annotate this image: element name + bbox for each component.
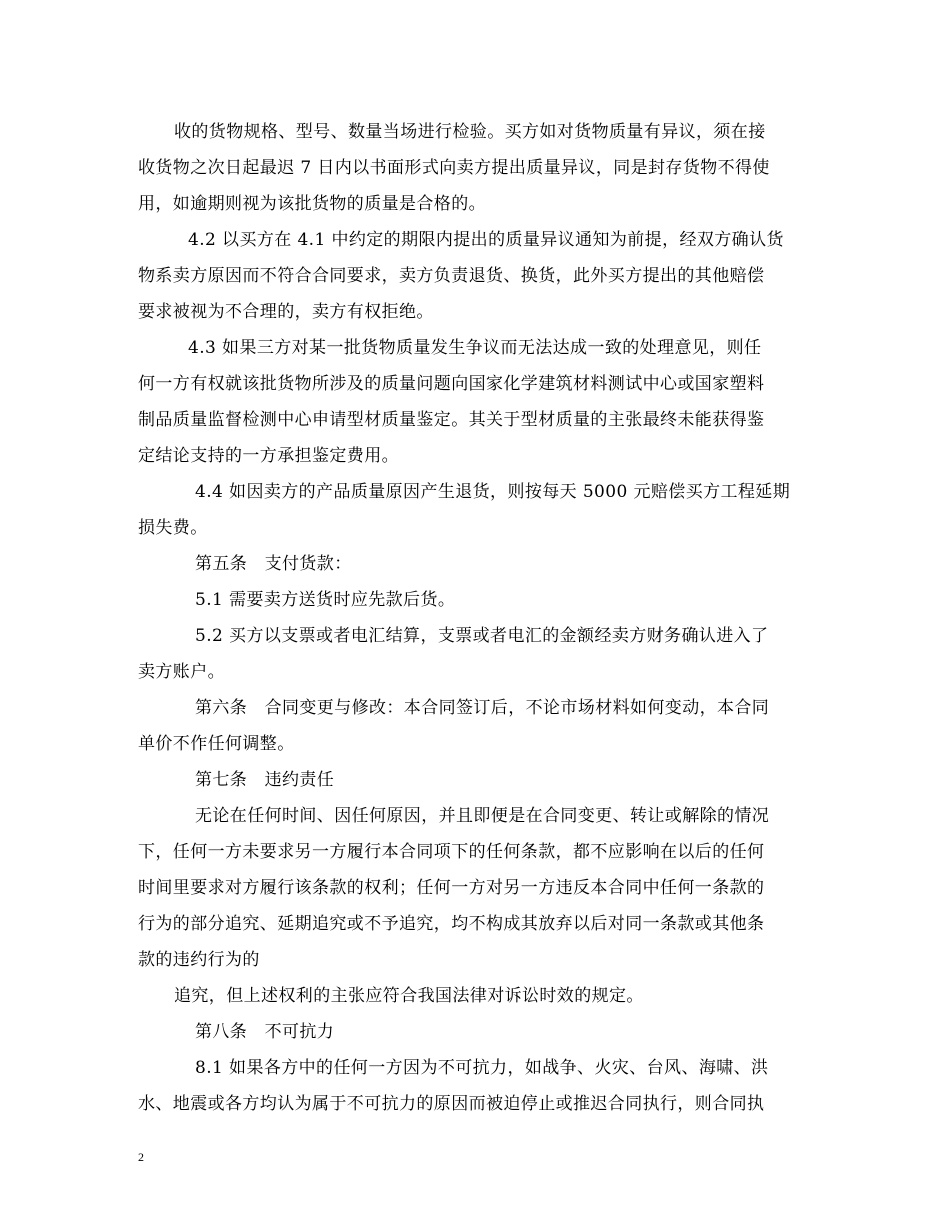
text-line: 水、地震或各方均认为属于不可抗力的原因而被迫停止或推迟合同执行，则合同执 [138,1094,765,1114]
text-line: 追究，但上述权利的主张应符合我国法律对诉讼时效的规定。 [174,986,644,1006]
text-line: 5.1 需要卖方送货时应先款后货。 [195,590,456,610]
text-line: 收的货物规格、型号、数量当场进行检验。买方如对货物质量有异议，须在接 [174,122,766,142]
text-line: 要求被视为不合理的，卖方有权拒绝。 [138,302,434,322]
text-line: 单价不作任何调整。 [138,734,295,754]
text-line: 用，如逾期则视为该批货物的质量是合格的。 [138,194,486,214]
text-line: 款的违约行为的 [138,950,260,970]
text-line: 制品质量监督检测中心申请型材质量鉴定。其关于型材质量的主张最终未能获得鉴 [138,410,765,430]
text-line: 物系卖方原因而不符合合同要求，卖方负责退货、换货，此外买方提出的其他赔偿 [138,266,765,286]
text-line: 行为的部分追究、延期追究或不予追究，均不构成其放弃以后对同一条款或其他条 [138,914,765,934]
page-number: 2 [138,1150,144,1164]
section-heading: 第七条 违约责任 [195,770,335,790]
text-line: 5.2 买方以支票或者电汇结算，支票或者电汇的金额经卖方财务确认进入了 [195,626,769,646]
text-line: 4.2 以买方在 4.1 中约定的期限内提出的质量异议通知为前提，经双方确认货 [188,230,784,250]
text-line: 时间里要求对方履行该条款的权利；任何一方对另一方违反本合同中任何一条款的 [138,878,765,898]
section-heading: 第八条 不可抗力 [195,1022,335,1042]
text-line: 卖方账户。 [138,662,225,682]
section-heading: 第五条 支付货款： [195,554,352,574]
text-line: 损失费。 [138,518,208,538]
section-heading: 第六条 合同变更与修改：本合同签订后，不论市场材料如何变动，本合同 [195,698,770,718]
text-line: 何一方有权就该批货物所涉及的质量问题向国家化学建筑材料测试中心或国家塑料 [138,374,765,394]
text-line: 定结论支持的一方承担鉴定费用。 [138,446,399,466]
text-line: 4.3 如果三方对某一批货物质量发生争议而无法达成一致的处理意见，则任 [188,338,762,358]
text-line: 8.1 如果各方中的任何一方因为不可抗力，如战争、火灾、台风、海啸、洪 [195,1058,769,1078]
text-line: 无论在任何时间、因任何原因，并且即便是在合同变更、转让或解除的情况 [195,806,770,826]
text-line: 4.4 如因卖方的产品质量原因产生退货，则按每天 5000 元赔偿买方工程延期 [195,482,791,502]
text-line: 收货物之次日起最迟 7 日内以书面形式向卖方提出质量异议，同是封存货物不得使 [138,158,770,178]
text-line: 下，任何一方未要求另一方履行本合同项下的任何条款，都不应影响在以后的任何 [138,842,765,862]
